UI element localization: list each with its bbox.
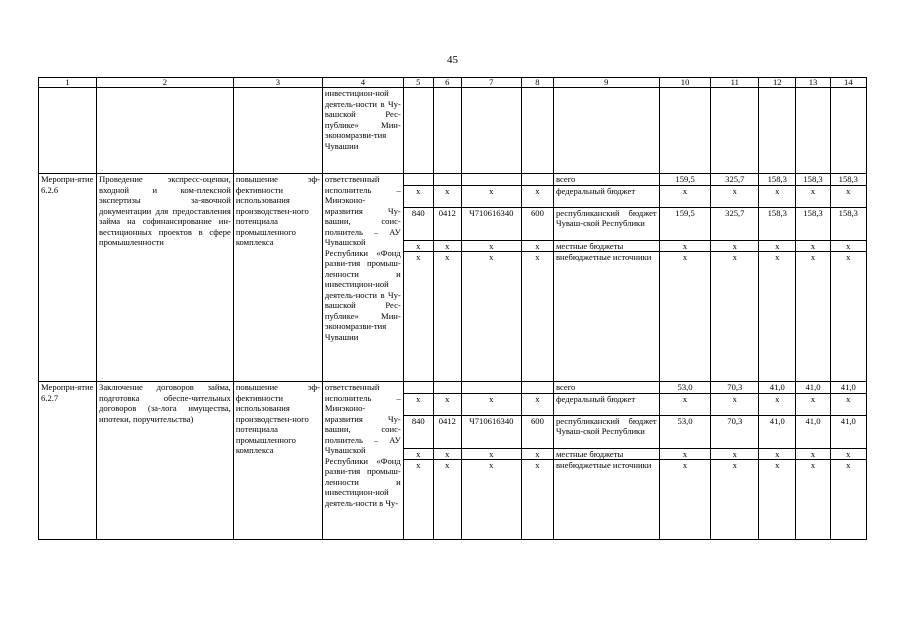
amount-cell: x	[759, 393, 796, 415]
col-header: 8	[521, 78, 553, 88]
amount-cell: 41,0	[796, 382, 830, 394]
budget-code-cell: 0412	[433, 207, 461, 240]
amount-cell: 158,3	[759, 207, 796, 240]
amount-cell: x	[830, 460, 866, 540]
budget-code-cell: x	[403, 252, 433, 382]
amount-cell: 159,5	[659, 174, 711, 186]
funding-source-cell: внебюджетные источники	[553, 460, 659, 540]
budget-code-cell: x	[433, 185, 461, 207]
amount-cell: x	[796, 393, 830, 415]
funding-source-cell: всего	[553, 174, 659, 186]
budget-code-cell: x	[403, 460, 433, 540]
budget-code-cell: x	[461, 393, 521, 415]
budget-code-cell	[461, 382, 521, 394]
measure-goal: повышение эф-фективности использования производствен-ного потенциала промышленного комплекса	[233, 382, 322, 540]
col-header: 4	[322, 78, 403, 88]
amount-cell: 158,3	[796, 207, 830, 240]
cell	[659, 88, 711, 174]
program-table	[38, 77, 867, 540]
amount-cell: 53,0	[659, 415, 711, 448]
amount-cell: x	[759, 240, 796, 252]
amount-cell: x	[796, 240, 830, 252]
budget-code-cell: 600	[521, 415, 553, 448]
amount-cell: 158,3	[759, 174, 796, 186]
amount-cell: 41,0	[830, 415, 866, 448]
measure-code: Меропри-ятие 6.2.6	[39, 174, 97, 382]
budget-code-cell: x	[521, 185, 553, 207]
budget-code-cell: 840	[403, 207, 433, 240]
budget-code-cell: Ч710616340	[461, 415, 521, 448]
budget-code-cell	[433, 174, 461, 186]
budget-code-cell	[461, 174, 521, 186]
amount-cell: 53,0	[659, 382, 711, 394]
cell	[233, 88, 322, 174]
amount-cell: x	[796, 185, 830, 207]
col-header: 2	[97, 78, 234, 88]
amount-cell: x	[711, 448, 759, 460]
amount-cell: 159,5	[659, 207, 711, 240]
amount-cell: 41,0	[759, 415, 796, 448]
col-header: 9	[553, 78, 659, 88]
amount-cell: 158,3	[796, 174, 830, 186]
amount-cell: x	[659, 185, 711, 207]
amount-cell: x	[830, 448, 866, 460]
budget-code-cell: x	[403, 240, 433, 252]
amount-cell: x	[659, 240, 711, 252]
amount-cell: x	[759, 252, 796, 382]
executor-cell: инвестицион-ной деятель-ности в Чу-вашской Рес-публике» Мин-экономразви-тия Чувашии	[322, 88, 403, 174]
amount-cell: x	[796, 252, 830, 382]
cell	[97, 88, 234, 174]
amount-cell: 158,3	[830, 207, 866, 240]
budget-code-cell: x	[461, 460, 521, 540]
col-header: 13	[796, 78, 830, 88]
budget-code-cell: x	[403, 185, 433, 207]
measure-goal: повышение эф-фективности использования производствен-ного потенциала промышленного комплекса	[233, 174, 322, 382]
measure-title: Заключение договоров займа, подготовка обеспе-чительных договоров (за-лога имущества, ипотеки, поручительства)	[97, 382, 234, 540]
budget-code-cell: x	[461, 240, 521, 252]
budget-code-cell: x	[433, 448, 461, 460]
amount-cell: 41,0	[830, 382, 866, 394]
amount-cell: x	[830, 240, 866, 252]
budget-code-cell: Ч710616340	[461, 207, 521, 240]
budget-code-cell: x	[461, 185, 521, 207]
funding-source-cell: федеральный бюджет	[553, 393, 659, 415]
budget-code-cell	[403, 382, 433, 394]
funding-source-cell: внебюджетные источники	[553, 252, 659, 382]
amount-cell: x	[659, 448, 711, 460]
amount-cell: x	[830, 185, 866, 207]
measure-row	[39, 382, 867, 394]
column-numbers-row	[39, 78, 867, 88]
page-number: 45	[447, 54, 458, 66]
amount-cell: x	[796, 448, 830, 460]
cell	[39, 88, 97, 174]
cell	[796, 88, 830, 174]
amount-cell: x	[711, 393, 759, 415]
cell	[553, 88, 659, 174]
amount-cell: x	[796, 460, 830, 540]
cell	[433, 88, 461, 174]
funding-source-cell: всего	[553, 382, 659, 394]
cell	[461, 88, 521, 174]
amount-cell: x	[711, 185, 759, 207]
measure-executor: ответственный исполнитель – Минэконо-мразвития Чу-вашии, соис-полнитель – АУ Чувашской Республики «Фонд разви-тия промыш-ленности и инвестицион-ной деятель-ности в Чу-вашской Рес-публике» Мин-экономразви-тия Чувашии	[322, 174, 403, 382]
budget-code-cell: x	[433, 240, 461, 252]
amount-cell: x	[659, 393, 711, 415]
amount-cell: 70,3	[711, 415, 759, 448]
amount-cell: x	[659, 460, 711, 540]
budget-code-cell	[521, 174, 553, 186]
budget-code-cell: x	[433, 393, 461, 415]
col-header: 6	[433, 78, 461, 88]
budget-code-cell: x	[521, 460, 553, 540]
budget-code-cell: x	[521, 252, 553, 382]
amount-cell: x	[659, 252, 711, 382]
funding-source-cell: республиканский бюджет Чуваш-ской Республики	[553, 415, 659, 448]
amount-cell: 325,7	[711, 174, 759, 186]
budget-code-cell	[433, 382, 461, 394]
amount-cell: x	[759, 460, 796, 540]
budget-code-cell	[403, 174, 433, 186]
funding-source-cell: республиканский бюджет Чуваш-ской Республики	[553, 207, 659, 240]
amount-cell: 158,3	[830, 174, 866, 186]
cell	[830, 88, 866, 174]
amount-cell: x	[830, 393, 866, 415]
budget-code-cell	[521, 382, 553, 394]
budget-code-cell: x	[461, 448, 521, 460]
budget-code-cell: x	[521, 393, 553, 415]
budget-code-cell: x	[433, 460, 461, 540]
col-header: 3	[233, 78, 322, 88]
amount-cell: 41,0	[759, 382, 796, 394]
budget-code-cell: x	[461, 252, 521, 382]
funding-source-cell: местные бюджеты	[553, 240, 659, 252]
amount-cell: 41,0	[796, 415, 830, 448]
amount-cell: x	[711, 240, 759, 252]
amount-cell: 70,3	[711, 382, 759, 394]
col-header: 11	[711, 78, 759, 88]
col-header: 12	[759, 78, 796, 88]
measure-executor: ответственный исполнитель – Минэконо-мразвития Чу-вашии, соис-полнитель – АУ Чувашской Республики «Фонд разви-тия промыш-ленности и инвестицион-ной деятель-ности в Чу-	[322, 382, 403, 540]
amount-cell: x	[759, 448, 796, 460]
budget-code-cell: x	[521, 240, 553, 252]
amount-cell: x	[759, 185, 796, 207]
col-header: 10	[659, 78, 711, 88]
carry-over-row	[39, 88, 867, 174]
budget-code-cell: x	[403, 448, 433, 460]
budget-code-cell: 0412	[433, 415, 461, 448]
funding-source-cell: местные бюджеты	[553, 448, 659, 460]
amount-cell: 325,7	[711, 207, 759, 240]
measure-row	[39, 174, 867, 186]
measure-title: Проведение экспресс-оценки, входной и ком-плексной экспертизы за-явочной документации для предоставления займа на софинансирование ин-вестиционных проектов в сфере промышленности	[97, 174, 234, 382]
cell	[711, 88, 759, 174]
budget-code-cell: 840	[403, 415, 433, 448]
amount-cell: x	[711, 252, 759, 382]
budget-code-cell: x	[521, 448, 553, 460]
funding-source-cell: федеральный бюджет	[553, 185, 659, 207]
budget-code-cell: 600	[521, 207, 553, 240]
col-header: 5	[403, 78, 433, 88]
budget-code-cell: x	[403, 393, 433, 415]
cell	[759, 88, 796, 174]
cell	[403, 88, 433, 174]
cell	[521, 88, 553, 174]
amount-cell: x	[711, 460, 759, 540]
col-header: 14	[830, 78, 866, 88]
col-header: 1	[39, 78, 97, 88]
measure-code: Меропри-ятие 6.2.7	[39, 382, 97, 540]
col-header: 7	[461, 78, 521, 88]
amount-cell: x	[830, 252, 866, 382]
budget-code-cell: x	[433, 252, 461, 382]
